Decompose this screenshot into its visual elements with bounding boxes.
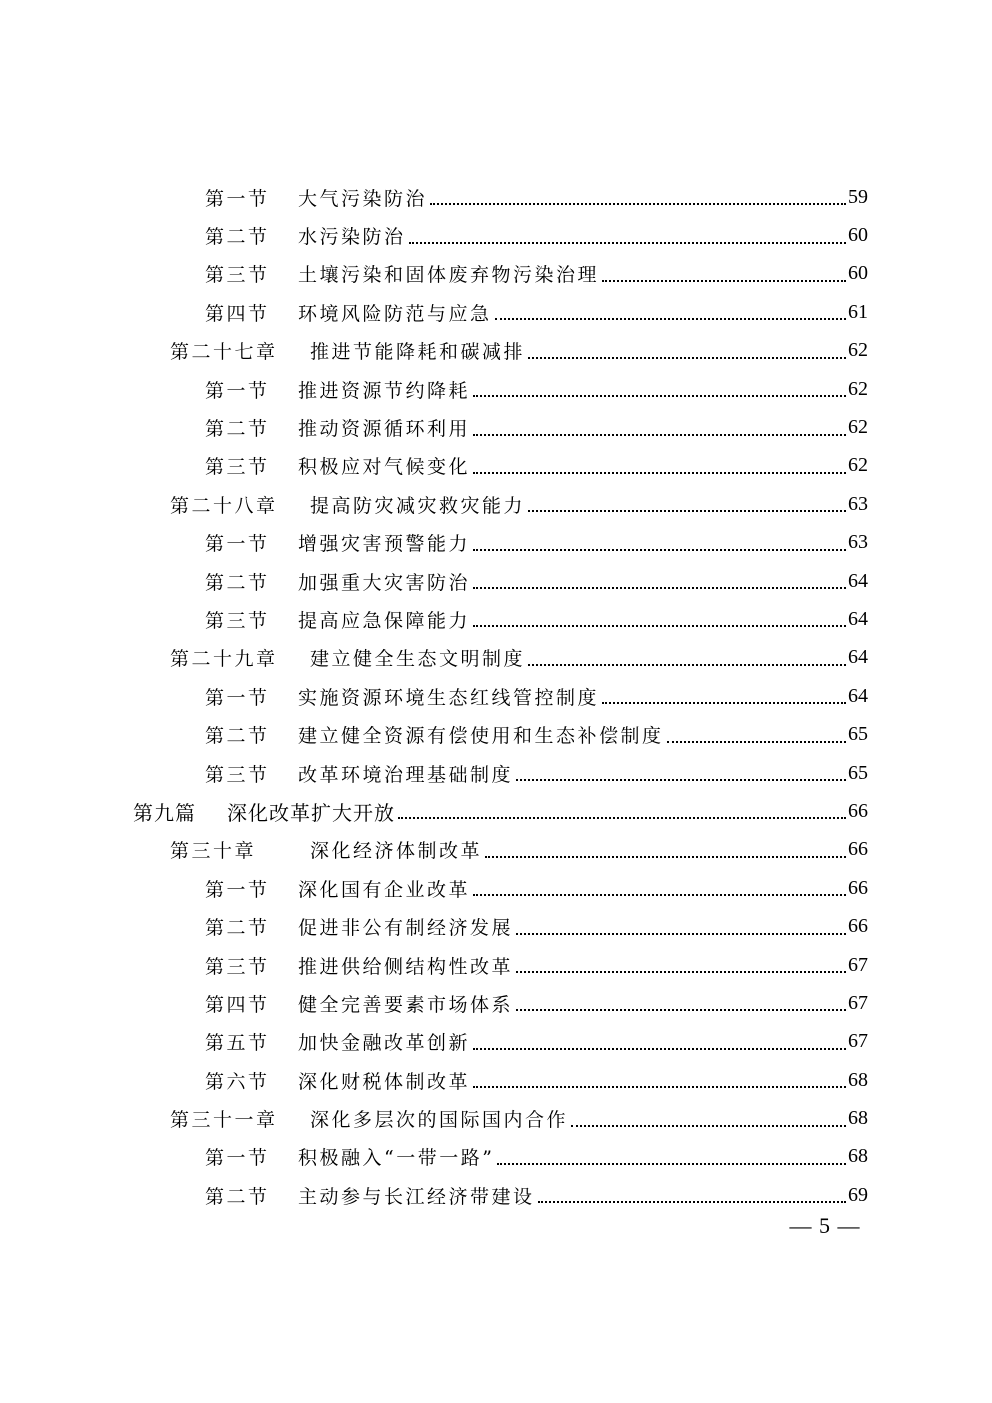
dot-leader	[473, 894, 846, 896]
toc-chapter-entry[interactable]	[0, 831, 992, 869]
toc-entry-title: 增强灾害预警能力	[298, 533, 471, 556]
toc-entry-title: 大气污染防治	[298, 187, 428, 210]
toc-entry-page: 67	[848, 1030, 868, 1053]
toc-entry-title: 深化经济体制改革	[310, 840, 483, 863]
toc-entry-title: 促进非公有制经济发展	[298, 917, 514, 940]
toc-section-entry[interactable]	[0, 677, 992, 715]
dot-leader	[473, 472, 846, 474]
toc-entry-page: 60	[848, 262, 868, 285]
toc-entry-label: 第三节	[205, 763, 270, 786]
toc-section-entry[interactable]	[0, 255, 992, 293]
toc-entry-title: 加快金融改革创新	[298, 1032, 471, 1055]
dot-leader	[409, 242, 846, 244]
toc-section-entry[interactable]	[0, 293, 992, 331]
toc-entry-label: 第三节	[205, 955, 270, 978]
toc-chapter-entry[interactable]	[0, 485, 992, 523]
toc-section-entry[interactable]	[0, 715, 992, 753]
toc-entry-page: 60	[848, 224, 868, 247]
toc-entry-page: 69	[848, 1183, 868, 1206]
toc-entry-page: 64	[848, 684, 868, 707]
dot-leader	[516, 971, 846, 973]
toc-section-entry[interactable]	[0, 408, 992, 446]
toc-entry-label: 第二十八章	[170, 494, 278, 517]
toc-entry-page: 68	[848, 1107, 868, 1130]
toc-entry-label: 第一节	[205, 878, 270, 901]
toc-section-entry[interactable]	[0, 178, 992, 216]
dot-leader	[473, 1048, 846, 1050]
dot-leader	[667, 741, 846, 743]
toc-entry-title: 改革环境治理基础制度	[298, 763, 514, 786]
toc-section-entry[interactable]	[0, 907, 992, 945]
dot-leader	[602, 702, 846, 704]
toc-entry-label: 第一节	[205, 187, 270, 210]
dot-leader	[516, 933, 846, 935]
dot-leader	[602, 280, 846, 282]
toc-entry-title: 深化财税体制改革	[298, 1070, 471, 1093]
toc-entry-title: 深化改革扩大开放	[227, 800, 395, 825]
toc-chapter-entry[interactable]	[0, 639, 992, 677]
toc-entry-page: 66	[848, 799, 868, 822]
toc-entry-title: 积极应对气候变化	[298, 456, 471, 479]
toc-entry-label: 第四节	[205, 302, 270, 325]
toc-entry-page: 68	[848, 1068, 868, 1091]
toc-chapter-entry[interactable]	[0, 332, 992, 370]
toc-entry-label: 第三节	[205, 609, 270, 632]
dot-leader	[538, 1201, 846, 1203]
toc-entry-label: 第二节	[205, 917, 270, 940]
toc-entry-label: 第二十九章	[170, 648, 278, 671]
toc-entry-title: 深化多层次的国际国内合作	[310, 1109, 569, 1132]
toc-section-entry[interactable]	[0, 1138, 992, 1176]
toc-section-entry[interactable]	[0, 946, 992, 984]
toc-entry-page: 59	[848, 185, 868, 208]
toc-entry-label: 第五节	[205, 1032, 270, 1055]
toc-entry-label: 第二节	[205, 1185, 270, 1208]
toc-entry-page: 62	[848, 339, 868, 362]
toc-section-entry[interactable]	[0, 524, 992, 562]
toc-entry-page: 65	[848, 761, 868, 784]
toc-entry-page: 64	[848, 646, 868, 669]
dot-leader	[473, 395, 846, 397]
toc-entry-title: 推进资源节约降耗	[298, 379, 471, 402]
toc-entry-page: 64	[848, 607, 868, 630]
toc-entry-page: 62	[848, 377, 868, 400]
dot-leader	[571, 1125, 846, 1127]
toc-entry-label: 第二十七章	[170, 341, 278, 364]
toc-entry-title: 加强重大灾害防治	[298, 571, 471, 594]
toc-entry-label: 第一节	[205, 533, 270, 556]
toc-entry-title: 提高防灾减灾救灾能力	[310, 494, 526, 517]
dot-leader	[528, 664, 846, 666]
toc-entry-label: 第三十章	[170, 840, 257, 863]
toc-entry-label: 第三节	[205, 456, 270, 479]
dot-leader	[473, 434, 846, 436]
toc-entry-title: 推动资源循环利用	[298, 418, 471, 441]
toc-entry-title: 水污染防治	[298, 226, 406, 249]
toc-entry-label: 第二节	[205, 226, 270, 249]
toc-entry-label: 第九篇	[133, 800, 196, 825]
toc-entry-page: 66	[848, 876, 868, 899]
dot-leader	[516, 1009, 846, 1011]
dot-leader	[495, 318, 846, 320]
toc-entry-page: 65	[848, 723, 868, 746]
toc-entry-title: 推进供给侧结构性改革	[298, 955, 514, 978]
toc-entry-label: 第一节	[205, 379, 270, 402]
toc-section-entry[interactable]	[0, 562, 992, 600]
dot-leader	[528, 357, 846, 359]
toc-entry-title: 深化国有企业改革	[298, 878, 471, 901]
dot-leader	[497, 1163, 846, 1165]
dot-leader	[430, 203, 846, 205]
toc-entry-page: 61	[848, 300, 868, 323]
toc-entry-page: 64	[848, 569, 868, 592]
toc-section-entry[interactable]	[0, 1176, 992, 1214]
toc-entry-page: 66	[848, 838, 868, 861]
page-number: — 5 —	[789, 1213, 861, 1238]
toc-chapter-entry[interactable]	[0, 1099, 992, 1137]
toc-section-entry[interactable]	[0, 1061, 992, 1099]
toc-entry-page: 63	[848, 492, 868, 515]
toc-section-entry[interactable]	[0, 754, 992, 792]
toc-section-entry[interactable]	[0, 216, 992, 254]
toc-entry-label: 第一节	[205, 686, 270, 709]
toc-entry-page: 67	[848, 953, 868, 976]
toc-entry-label: 第三节	[205, 264, 270, 287]
dot-leader	[473, 625, 846, 627]
toc-entry-page: 62	[848, 416, 868, 439]
dot-leader	[528, 510, 846, 512]
toc-entry-title: 健全完善要素市场体系	[298, 993, 514, 1016]
toc-entry-title: 实施资源环境生态红线管控制度	[298, 686, 600, 709]
toc-entry-title: 提高应急保障能力	[298, 609, 471, 632]
toc-entry-label: 第一节	[205, 1147, 270, 1170]
dot-leader	[473, 549, 846, 551]
dot-leader	[485, 856, 846, 858]
table-of-contents	[0, 178, 992, 1215]
toc-entry-label: 第四节	[205, 993, 270, 1016]
dot-leader	[473, 587, 846, 589]
toc-section-entry[interactable]	[0, 447, 992, 485]
toc-entry-label: 第二节	[205, 725, 270, 748]
toc-entry-page: 66	[848, 915, 868, 938]
toc-entry-title: 建立健全资源有偿使用和生态补偿制度	[298, 725, 664, 748]
toc-entry-title: 环境风险防范与应急	[298, 302, 492, 325]
toc-section-entry[interactable]	[0, 869, 992, 907]
toc-entry-title: 推进节能降耗和碳减排	[310, 341, 526, 364]
toc-entry-page: 68	[848, 1145, 868, 1168]
toc-entry-label: 第二节	[205, 418, 270, 441]
toc-section-entry[interactable]	[0, 1023, 992, 1061]
dot-leader	[398, 817, 846, 819]
toc-entry-page: 67	[848, 991, 868, 1014]
toc-entry-label: 第二节	[205, 571, 270, 594]
toc-section-entry[interactable]	[0, 370, 992, 408]
toc-entry-title: 建立健全生态文明制度	[310, 648, 526, 671]
toc-entry-page: 63	[848, 531, 868, 554]
dot-leader	[473, 1086, 846, 1088]
toc-entry-page: 62	[848, 454, 868, 477]
toc-entry-title: 积极融入“一带一路”	[298, 1147, 495, 1170]
dot-leader	[516, 779, 846, 781]
toc-section-entry[interactable]	[0, 600, 992, 638]
toc-entry-title: 主动参与长江经济带建设	[298, 1185, 535, 1208]
toc-entry-title: 土壤污染和固体废弃物污染治理	[298, 264, 600, 287]
toc-entry-label: 第三十一章	[170, 1109, 278, 1132]
toc-section-entry[interactable]	[0, 984, 992, 1022]
toc-part-entry[interactable]	[0, 792, 992, 830]
toc-entry-label: 第六节	[205, 1070, 270, 1093]
